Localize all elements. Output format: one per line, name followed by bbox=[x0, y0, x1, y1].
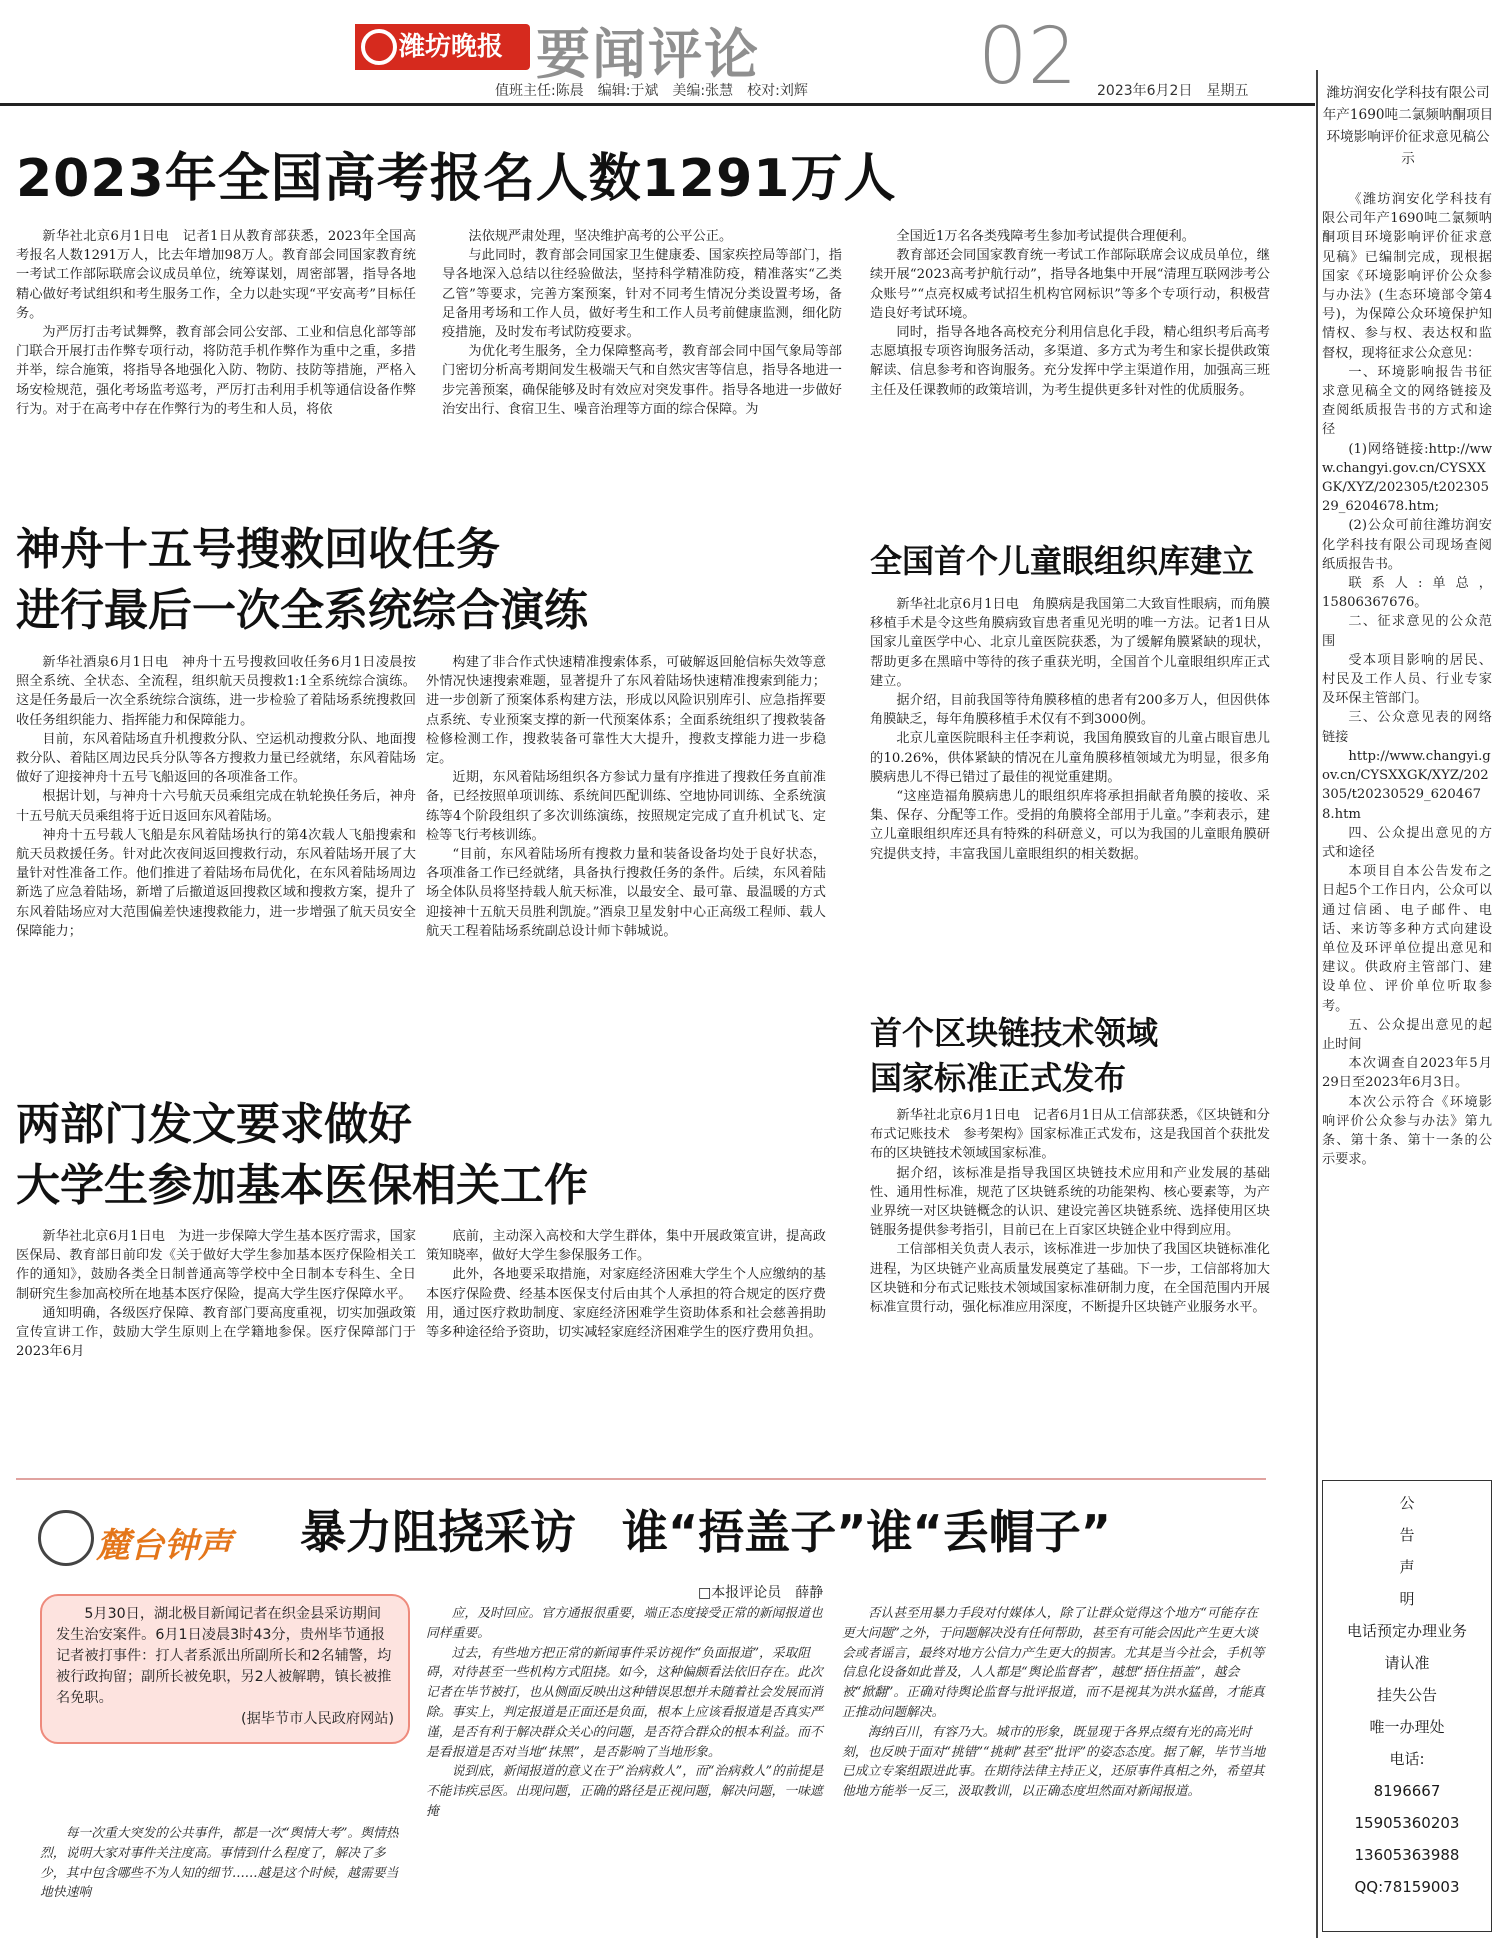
story1-col3: 全国近1万名各类残障考生参加考试提供合理便利。 教育部还会同国家教育统一考试工作部际联席会议成员单位，继续开展“2023高考护航行动”，指导各地集中开展“清理互联网涉考公众账号”“点亮权威考试招生机构官网标识”等多个专项行动，积极营造良好考试环境。 同时，指导各地各高校充分利用信息化手段，精心组织考后高考志愿填报专项咨询服务活动，多渠道、多方式为考生和家长提供政策解读、信息参考和咨询服务。充分发挥中学主渠道作用，加强高三班主任及任课教师的政策培训，为考生提供更多针对性的优质服务。 bbox=[870, 229, 1270, 398]
story5-headline: 首个区块链技术领域 国家标准正式发布 bbox=[870, 1014, 1159, 1097]
page-number: 02 bbox=[978, 12, 1078, 102]
editorial-top-rule bbox=[16, 1478, 1266, 1480]
staff-line: 值班主任:陈晨 编辑:于斌 美编:张慧 校对:刘辉 bbox=[495, 83, 808, 99]
newspaper-logo bbox=[355, 24, 530, 70]
newspaper-name: 潍坊晚报 bbox=[399, 32, 504, 62]
column-name: 麓台钟声 bbox=[96, 1526, 232, 1566]
story2-col2: 构建了非合作式快速精准搜索体系，可破解返回舱信标失效等意外情况快速搜索难题，显著提升了东风着陆场快速精准搜索到能力；进一步创新了预案体系构建方法，形成以风险识别库引、应急指挥要点系统、专业预案支撑的新一代预案体系；全面系统组织了搜救装备检修检测工作，搜救装备可靠性大大提升，搜救支撑能力进一步稳定。 近期，东风着陆场组织各方参试力量有序推进了搜救任务直前准备，已经按照单项训练、系统间匹配训练、空地协同训练、全系统演练等4个阶段组织了多次训练演练，按照规定完成了直升机试飞、定检等飞行考核训练。 “目前，东风着陆场所有搜救力量和装备设备均处于良好状态，各项准备工作已经就绪，具备执行搜救任务的条件。后续，东风着陆场全体队员将坚持载人航天标准，以最安全、最可靠、最温暖的方式迎接神十五航天员胜利凯旋。”酒泉卫星发射中心正高级工程师、载人航天工程着陆场系统副总设计师卞韩城说。 bbox=[426, 655, 826, 939]
editorial-fact-box: 5月30日，湖北极目新闻记者在织金县采访期间发生治安案件。6月1日凌晨3时43分，贵州毕节通报记者被打事件：打人者系派出所副所长和2名辅警，均被行政拘留；副所长被免职，另2人被解聘，镇长被推名免职。 (据毕节市人民政府网站) bbox=[40, 1594, 410, 1744]
sidebar-body: 《潍坊润安化学科技有限公司年产1690吨二氯频呐酮项目环境影响评价征求意见稿》已编制完成，现根据国家《环境影响评价公众参与办法》(生态环境部令第4号)，为保障公众环境保护知情权、参与权、表达权和监督权，现将征求公众意见： 一、环境影响报告书征求意见稿全文的网络链接及查阅纸质报告书的方式和途径 (1)网络链接:http://www.changyi.gov.cn/CYSXXGK/XYZ/202305/t20230529_6204678.htm; (2)公众可前往潍坊润安化学科技有限公司现场查阅纸质报告书。 联系人:单总，15806367676。 二、征求意见的公众范围 受本项目影响的居民、村民及工作人员、行业专家及环保主管部门。 三、公众意见表的网络链接 http://www.changyi.gov.cn/CYSXXGK/XYZ/202305/t20230529_6204678.htm 四、公众提出意见的方式和途径 本项目自本公告发布之日起5个工作日内，公众可以通过信函、电子邮件、电话、来访等多种方式向建设单位及环评单位提出意见和建议。供政府主管部门、建设单位、评价单位听取参考。 五、公众提出意见的起止时间 本次调查自2023年5月29日至2023年6月3日。 本次公示符合《环境影响评价公众参与办法》第九条、第十条、第十一条的公示要求。 bbox=[1322, 192, 1492, 1168]
column-bell-icon bbox=[38, 1510, 94, 1566]
notice-box: 公 告 声 明 电话预定办理业务 请认准 挂失公告 唯一办理处 电话: 8196667 15905360203 13605363988 QQ:78159003 bbox=[1322, 1480, 1492, 1932]
logo-mark-icon bbox=[361, 29, 397, 65]
story1-headline: 2023年全国高考报名人数1291万人 bbox=[16, 149, 897, 209]
column-logo bbox=[38, 1504, 258, 1574]
sidebar-divider bbox=[1316, 70, 1318, 1938]
story3-col1: 新华社北京6月1日电 为进一步保障大学生基本医疗需求，国家医保局、教育部日前印发《关于做好大学生参加基本医疗保险相关工作的通知》，鼓励各类全日制普通高等学校中全日制本专科生、全日制研究生参加高校所在地基本医疗保险，提高大学生医疗保障水平。 通知明确，各级医疗保障、教育部门要高度重视，切实加强政策宣传宣讲工作，鼓励大学生原则上在学籍地参保。医疗保障部门于2023年6月 bbox=[16, 1229, 416, 1360]
editorial-headline: 暴力阻挠采访 谁“捂盖子”谁“丢帽子” bbox=[300, 1505, 1111, 1559]
story3-col2: 底前，主动深入高校和大学生群体，集中开展政策宣讲，提高政策知晓率，做好大学生参保服务工作。 此外，各地要采取措施，对家庭经济困难大学生个人应缴纳的基本医疗保险费、经基本医保支付后由其个人承担的符合规定的医疗费用，通过医疗救助制度、家庭经济困难学生资助体系和社会慈善捐助等多种途径给予资助，切实减轻家庭经济困难学生的医疗费用负担。 bbox=[426, 1229, 826, 1341]
sidebar-title: 潍坊润安化学科技有限公司年产1690吨二氯频呐酮项目环境影响评价征求意见稿公示 bbox=[1322, 85, 1494, 167]
masthead-rule bbox=[0, 103, 1315, 106]
section-title: 要闻评论 bbox=[536, 23, 760, 86]
story2-col1: 新华社酒泉6月1日电 神舟十五号搜救回收任务6月1日凌晨按照全系统、全状态、全流程，组织航天员搜救1:1全系统综合演练。这是任务最后一次全系统综合演练，进一步检验了着陆场系统搜救回收任务组织能力、指挥能力和保障能力。 目前，东风着陆场直升机搜救分队、空运机动搜救分队、地面搜救分队、着陆区周边民兵分队等各方搜救力量已经就绪，东风着陆场做好了迎接神舟十五号飞船返回的各项准备工作。 根据计划，与神舟十六号航天员乘组完成在轨轮换任务后，神舟十五号航天员乘组将于近日返回东风着陆场。 神舟十五号载人飞船是东风着陆场执行的第4次载人飞船搜索和航天员救援任务。针对此次夜间返回搜救行动，东风着陆场开展了大量针对性准备工作。他们推进了着陆场布局优化，在东风着陆场周边新选了应急着陆场，新增了后撤道返回搜救区域和搜救方案，提升了东风着陆场应对大范围偏差快速搜救能力，进一步增强了航天员安全保障能力； bbox=[16, 655, 416, 939]
editorial-col3: 否认甚至用暴力手段对付媒体人，除了让群众觉得这个地方“可能存在更大问题”之外，于问题解决没有任何帮助，甚至有可能会因此产生更大谈会或者谣言，最终对地方公信力产生更大的损害。尤其是当今社会，手机等信息化设备如此普及，人人都是“舆论监督者”，越想“捂住捂盖”，越会被“掀翻”。正确对待舆论监督与批评报道，而不是视其为洪水猛兽，才能真正推动问题解决。 海纳百川，有容乃大。城市的形象，既显现于各界点缀有光的高光时刻，也反映于面对“挑错”“挑刺”甚至“批评”的姿态态度。据了解，毕节当地已成立专案组跟进此事。在期待法律主持正义，还原事件真相之外，希望其他地方能举一反三，汲取教训，以正确态度坦然面对新闻报道。 bbox=[842, 1606, 1266, 1800]
editorial-byline: □本报评论员 薛静 bbox=[698, 1585, 824, 1601]
story1-col2: 法依规严肃处理，坚决维护高考的公平公正。 与此同时，教育部会同国家卫生健康委、国家疾控局等部门，指导各地深入总结以往经验做法，坚持科学精准防疫，精准落实“乙类乙管”等要求，完善方案预案，针对不同考生情况分类设置考场，备足备用考场和工作人员，做好考生和工作人员考前健康监测，细化防疫措施，及时发布考试防疫要求。 为优化考生服务，全力保障整高考，教育部会同中国气象局等部门密切分析高考期间发生极端天气和自然灾害等信息，指导各地进一步完善预案，确保能够及时有效应对突发事件。指导各地进一步做好治安出行、食宿卫生、噪音治理等方面的综合保障。为 bbox=[442, 229, 842, 417]
story3-headline: 两部门发文要求做好 大学生参加基本医保相关工作 bbox=[16, 1099, 588, 1211]
story4-headline: 全国首个儿童眼组织库建立 bbox=[870, 542, 1255, 580]
story5-col: 新华社北京6月1日电 记者6月1日从工信部获悉，《区块链和分布式记账技术 参考架构》国家标准正式发布，这是我国首个获批发布的区块链技术领域国家标准。 据介绍，该标准是指导我国区块链技术应用和产业发展的基础性、通用性标准，规范了区块链系统的功能架构、核心要素等，为产业界统一对区块链概念的认识、建设完善区块链系统、选择使用区块链服务提供参考指引，目前已在上百家区块链企业中得到应用。 工信部相关负责人表示，该标准进一步加快了我国区块链标准化进程，为区块链产业高质量发展奠定了基础。下一步，工信部将加大区块链和分布式记账技术领域国家标准研制力度，在全国范围内开展标准宣贯行动，强化标准应用深度，不断提升区块链产业服务水平。 bbox=[870, 1108, 1270, 1316]
story2-headline: 神舟十五号搜救回收任务 进行最后一次全系统综合演练 bbox=[16, 524, 588, 636]
story4-col: 新华社北京6月1日电 角膜病是我国第二大致盲性眼病，而角膜移植手术是令这些角膜病致盲患者重见光明的唯一方法。记者1日从国家儿童医学中心、北京儿童医院获悉，为了缓解角膜紧缺的现状，帮助更多在黑暗中等待的孩子重获光明，全国首个儿童眼组织库正式建立。 据介绍，目前我国等待角膜移植的患者有200多万人，但因供体角膜缺乏，每年角膜移植手术仅有不到3000例。 北京儿童医院眼科主任李莉说，我国角膜致盲的儿童占眼盲患儿的10.26%，供体紧缺的情况在儿童角膜移植领域尤为明显，很多角膜病患儿不得已错过了最佳的视觉重建期。 “这座造福角膜病患儿的眼组织库将承担捐献者角膜的接收、采集、保存、分配等工作。受捐的角膜将全部用于儿童。”李莉表示，建立儿童眼组织库还具有特殊的科研意义，可以为我国的儿童眼角膜研究提供支持，丰富我国儿童眼组织的相关数据。 bbox=[870, 597, 1270, 862]
story1-col1: 新华社北京6月1日电 记者1日从教育部获悉，2023年全国高考报名人数1291万人，比去年增加98万人。教育部会同国家教育统一考试工作部际联席会议成员单位，统筹谋划，周密部署，指导各地精心做好考试组织和考生服务工作，全力以赴实现“平安高考”目标任务。 为严厉打击考试舞弊，教育部会同公安部、工业和信息化部等部门联合开展打击作弊专项行动，将防范手机作弊作为重中之重，多措并举，综合施策，将指导各地强化入防、物防、技防等措施，严格入场安检规范，强化考场监考巡考，严厉打击利用手机等通信设备作弊行为。对于在高考中存在作弊行为的考生和人员，将依 bbox=[16, 229, 416, 417]
issue-date: 2023年6月2日 星期五 bbox=[1097, 83, 1249, 99]
editorial-col1: 每一次重大突发的公共事件，都是一次“舆情大考”。舆情热烈，说明大家对事件关注度高。事情到什么程度了，解决了多少，其中包含哪些不为人知的细节……越是这个时候，越需要当地快速响 bbox=[40, 1826, 399, 1901]
editorial-col2: 应，及时回应。官方通报很重要，端正态度接受正常的新闻报道也同样重要。 过去，有些地方把正常的新闻事件采访视作“负面报道”，采取阻碍，对待甚至一些机构方式阻挠。如今，这种偏颇看法依旧存在。此次记者在毕节被打，也从侧面反映出这种错误思想并未随着社会发展而消除。事实上，判定报道是正面还是负面，根本上应该看报道是否真实严谨，是否有利于解决群众关心的问题，是否符合群众的根本利益。而不是看报道是否对当地“抹黑”，是否影响了当地形象。 说到底，新闻报道的意义在于“治病救人”，而“治病救人”的前提是不能讳疾忌医。出现问题，正确的路径是正视问题，解决问题，一味遮掩 bbox=[426, 1606, 824, 1819]
